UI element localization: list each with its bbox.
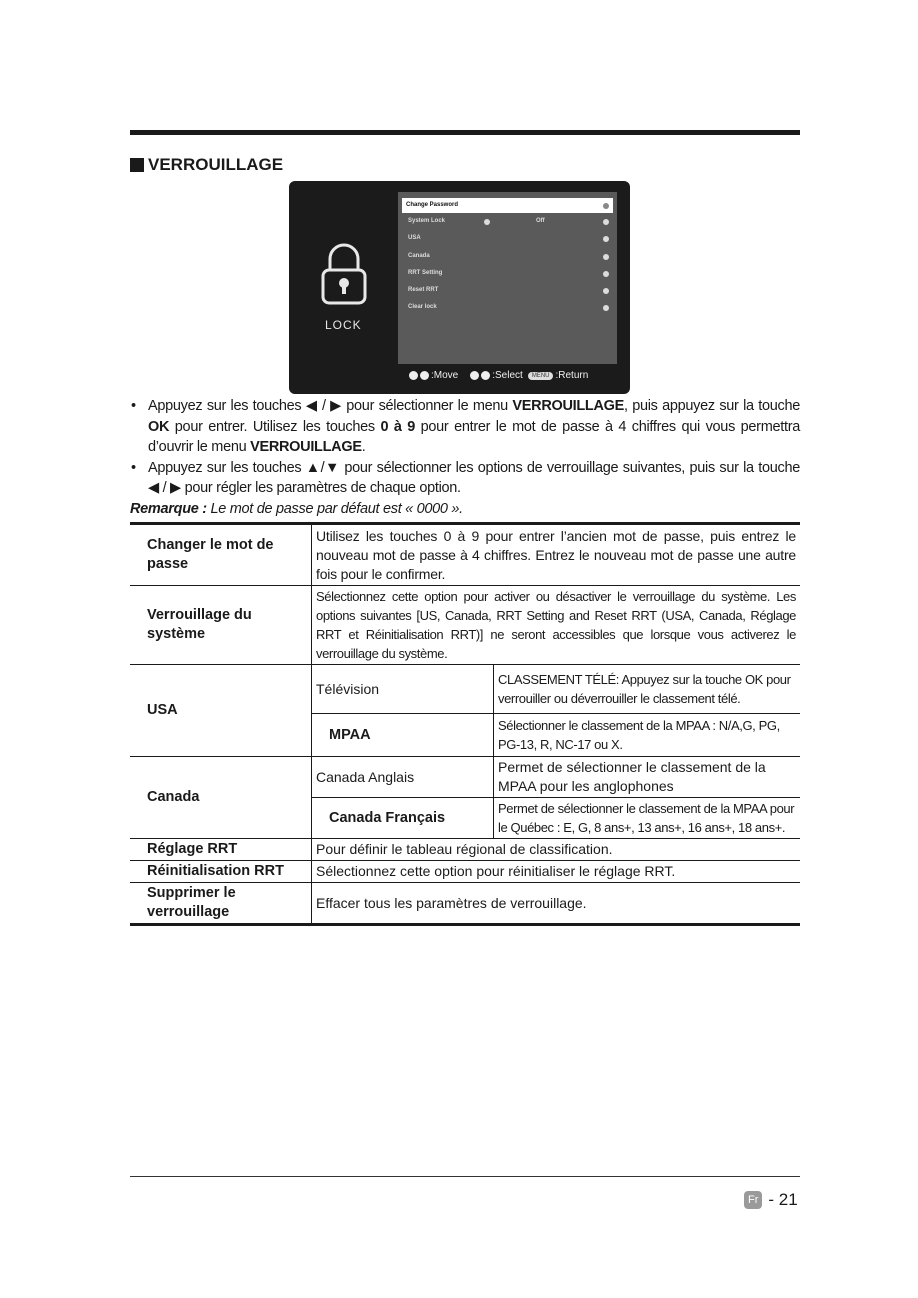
lock-label: LOCK — [325, 318, 362, 332]
section-square-icon — [130, 158, 144, 172]
sub-option-description: CLASSEMENT TÉLÉ: Appuyez sur la touche OK pour verrouiller ou déverrouiller le classement télé. — [494, 665, 801, 714]
chevron-left-icon — [484, 219, 490, 225]
table-row — [130, 861, 800, 883]
sub-option-name: Canada Anglais — [312, 757, 494, 798]
sub-option-name: Canada Français — [312, 798, 494, 839]
menu-key-icon: MENU — [528, 372, 554, 380]
sub-option-name: Télévision — [312, 665, 494, 714]
section-title: VERROUILLAGE — [130, 155, 283, 175]
chevron-right-icon — [603, 203, 609, 209]
chevron-right-icon — [603, 236, 609, 242]
remark: Remarque : Le mot de passe par défaut est « 0000 ». — [130, 500, 463, 517]
menu-item-reset-rrt[interactable]: Reset RRT — [398, 282, 617, 299]
table-row — [130, 839, 800, 861]
lock-menu-panel — [398, 192, 617, 364]
chevron-right-icon — [603, 305, 609, 311]
lock-options-table — [130, 522, 800, 926]
option-name: Verrouillage du système — [130, 586, 312, 665]
bullet-select-options: • Appuyez sur les touches ▲/▼ pour sélectionner les options de verrouillage suivantes, puis sur la touche ◀ / ▶ pour régler les paramètres de chaque option. — [130, 458, 800, 499]
sub-option-description: Permet de sélectionner le classement de la MPAA pour le Québec : E, G, 8 ans+, 13 ans+, 16 ans+, 18 ans+. — [494, 798, 801, 839]
menu-item-change-password[interactable]: Change Password — [402, 198, 613, 213]
option-name: Supprimer le verrouillage — [130, 883, 312, 925]
system-lock-value: Off — [536, 218, 545, 224]
padlock-icon — [319, 241, 369, 305]
menu-item-canada[interactable]: Canada — [398, 248, 617, 265]
table-row — [130, 524, 800, 586]
language-badge: Fr — [744, 1191, 762, 1209]
option-description: Pour définir le tableau régional de classification. — [312, 839, 801, 861]
up-button-icon — [409, 371, 418, 380]
option-description: Effacer tous les paramètres de verrouillage. — [312, 883, 801, 925]
tv-menu-footer: :Move :Select MENU :Return — [409, 370, 588, 381]
option-description: Sélectionnez cette option pour activer ou désactiver le verrouillage du système. Les options suivantes [US, Canada, RRT Setting and Reset RRT (USA, Canada, Réglage RRT et Réinitialisation RRT)] ne seront accessibles que lorsque vous activerez le verrouillage du système. — [312, 586, 801, 665]
sub-option-description: Sélectionner le classement de la MPAA : N/A,G, PG, PG-13, R, NC-17 ou X. — [494, 714, 801, 757]
instructions — [130, 396, 800, 519]
chevron-right-icon — [603, 254, 609, 260]
chevron-right-icon — [603, 271, 609, 277]
down-button-icon — [420, 371, 429, 380]
option-name: Changer le mot de passe — [130, 524, 312, 586]
table-row — [130, 757, 800, 798]
page-number: Fr - 21 — [744, 1190, 798, 1210]
table-row — [130, 883, 800, 925]
tv-lock-menu-screenshot — [289, 181, 630, 394]
left-button-icon — [470, 371, 479, 380]
sub-option-description: Permet de sélectionner le classement de la MPAA pour les anglophones — [494, 757, 801, 798]
menu-item-usa[interactable]: USA — [398, 230, 617, 247]
option-name: Réinitialisation RRT — [130, 861, 312, 883]
option-name: Canada — [130, 757, 312, 839]
sub-option-name: MPAA — [312, 714, 494, 757]
table-row — [130, 665, 800, 714]
top-rule — [130, 130, 800, 135]
option-name: USA — [130, 665, 312, 757]
right-button-icon — [481, 371, 490, 380]
bullet-open-lock-menu: • Appuyez sur les touches ◀ / ▶ pour sélectionner le menu VERROUILLAGE, puis appuyez sur la touche OK pour entrer. Utilisez les touches 0 à 9 pour entrer le mot de passe à 4 chiffres qui vous permettra d’ouvrir le menu VERROUILLAGE. — [130, 396, 800, 458]
chevron-right-icon — [603, 219, 609, 225]
option-description: Utilisez les touches 0 à 9 pour entrer l’ancien mot de passe, puis entrez le nouveau mot de passe à 4 chiffres. Entrez le nouveau mot de passe une autre fois pour le confirmer. — [312, 524, 801, 586]
menu-item-system-lock[interactable]: System Lock Off — [398, 213, 617, 230]
option-name: Réglage RRT — [130, 839, 312, 861]
chevron-right-icon — [603, 288, 609, 294]
menu-item-clear-lock[interactable]: Clear lock — [398, 299, 617, 316]
bottom-rule — [130, 1176, 800, 1177]
option-description: Sélectionnez cette option pour réinitialiser le réglage RRT. — [312, 861, 801, 883]
table-row — [130, 586, 800, 665]
menu-item-rrt-setting[interactable]: RRT Setting — [398, 265, 617, 282]
